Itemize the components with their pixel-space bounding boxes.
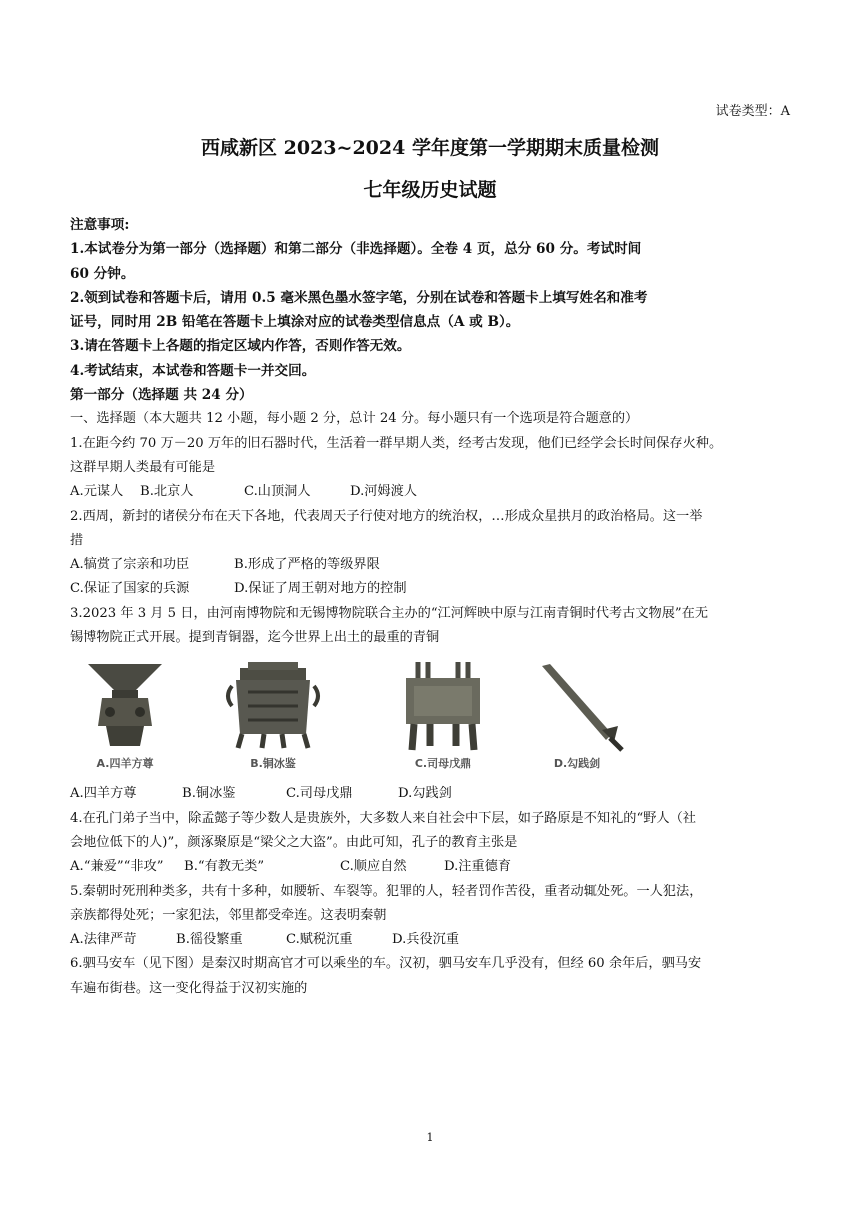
- q6-stem-a: 6.驷马安车（见下图）是秦汉时期高官才可以乘坐的车。汉初，驷马安车几乎没有，但经 60 余年后，驷马安: [70, 956, 702, 972]
- q6-stem-b: 车遍布街巷。这一变化得益于汉初实施的: [70, 980, 308, 996]
- q4-stem-a: 4.在孔门弟子当中，除孟懿子等少数人是贵族外，大多数人来自社会中下层，如子路原是不知礼的“野人（社: [70, 810, 696, 826]
- q4-option-c: C.顺应自然: [340, 859, 407, 875]
- simuwu-ding-image: [388, 656, 498, 756]
- q3-option-a: A.四羊方尊: [70, 786, 137, 802]
- q3-stem-a: 3.2023 年 3 月 5 日，由河南博物院和无锡博物院联合主办的“江河辉映中原与江南青铜时代考古文物展”在无: [70, 605, 709, 621]
- q3-figures: [70, 656, 790, 782]
- four-goat-zun-image: [70, 656, 180, 756]
- q2-option-a: A.犒赏了宗亲和功臣: [70, 557, 190, 573]
- q3-option-c: C.司母戊鼎: [286, 786, 353, 802]
- q4-option-d: D.注重德育: [444, 859, 512, 875]
- note-3: 3.请在答题卡上各题的指定区域内作答，否则作答无效。: [70, 338, 411, 355]
- q3-option-b: B.铜冰鉴: [182, 786, 236, 802]
- q5-option-c: C.赋税沉重: [286, 932, 353, 948]
- q2-options-row1: [70, 553, 790, 577]
- q1-option-a: A.元谋人: [70, 484, 124, 500]
- q4-options: [70, 855, 790, 879]
- part1-instruction: 一、选择题（本大题共 12 小题，每小题 2 分，总计 24 分。每小题只有一个选项是符合题意的）: [70, 411, 639, 427]
- q4-option-a: A.“兼爱”“非攻”: [70, 859, 164, 875]
- figure-bronze-ice-jian: [218, 656, 328, 776]
- exam-subtitle: 七年级历史试题: [363, 179, 497, 201]
- note-1a: 1.本试卷分为第一部分（选择题）和第二部分（非选择题）。全卷 4 页，总分 60 分。考试时间: [70, 241, 642, 258]
- figure-caption-b: B.铜冰鉴: [250, 757, 296, 771]
- q2-option-d: D.保证了周王朝对地方的控制: [234, 581, 407, 597]
- q2-stem-a: 2.西周，新封的诸侯分布在天下各地，代表周天子行使对地方的统治权，…形成众星拱月的政治格局。这一举: [70, 508, 703, 524]
- q5-option-a: A.法律严苛: [70, 932, 137, 948]
- q3-options: [70, 782, 790, 806]
- q5-stem-a: 5.秦朝时死刑种类多，共有十多种，如腰斩、车裂等。犯罪的人，轻者罚作苦役，重者动辄处死。一人犯法，: [70, 883, 703, 899]
- q5-stem-b: 亲族都得处死；一家犯法，邻里都受牵连。这表明秦朝: [70, 907, 387, 923]
- q3-stem-b: 锡博物院正式开展。提到青铜器，迄今世界上出土的最重的青铜: [70, 630, 440, 646]
- notes-heading: 注意事项:: [70, 217, 130, 233]
- goujian-sword-image: [522, 656, 632, 756]
- note-1b: 60 分钟。: [70, 265, 135, 282]
- q5-option-d: D.兵役沉重: [392, 932, 460, 948]
- figure-caption-c: C.司母戊鼎: [414, 757, 472, 771]
- q1-option-c: C.山顶洞人: [244, 484, 311, 500]
- q5-option-b: B.徭役繁重: [176, 932, 243, 948]
- bronze-ice-jian-image: [218, 656, 328, 756]
- figure-caption-d: D.勾践剑: [553, 757, 601, 771]
- paper-type-label: 试卷类型：A: [715, 104, 790, 119]
- q2-option-b: B.形成了严格的等级界限: [234, 557, 380, 573]
- q4-option-b: B.“有教无类”: [184, 859, 265, 875]
- note-2a: 2.领到试卷和答题卡后，请用 0.5 毫米黑色墨水签字笔，分别在试卷和答题卡上填写姓名和准考: [70, 289, 648, 306]
- exam-title: 西咸新区 2023~2024 学年度第一学期期末质量检测: [201, 137, 659, 159]
- exam-body: [70, 213, 790, 1001]
- q4-stem-b: 会地位低下的人)”，颜涿聚原是“梁父之大盗”。由此可知，孔子的教育主张是: [70, 834, 518, 850]
- q3-option-d: D.勾践剑: [398, 786, 452, 802]
- q1-options: [70, 480, 790, 504]
- figure-goujian-sword: [522, 656, 632, 776]
- q1-option-b: B.北京人: [140, 484, 194, 500]
- q2-stem-b: 措: [70, 532, 84, 548]
- q1-option-d: D.河姆渡人: [350, 484, 418, 500]
- note-2b: 证号，同时用 2B 铅笔在答题卡上填涂对应的试卷类型信息点（A 或 B）。: [70, 314, 520, 331]
- q1-stem-b: 这群早期人类最有可能是: [70, 459, 216, 475]
- figure-simuwu-ding: [388, 656, 498, 776]
- q1-stem-a: 1.在距今约 70 万－20 万年的旧石器时代，生活着一群早期人类，经考古发现，他们已经学会长时间保存火种。: [70, 435, 723, 451]
- q2-option-c: C.保证了国家的兵源: [70, 581, 190, 597]
- page-number: 1: [426, 1131, 434, 1144]
- figure-caption-a: A.四羊方尊: [96, 757, 154, 771]
- note-4: 4.考试结束，本试卷和答题卡一并交回。: [70, 362, 316, 379]
- part1-heading: 第一部分（选择题 共 24 分）: [70, 387, 253, 404]
- q5-options: [70, 928, 790, 952]
- figure-four-goat-zun: [70, 656, 180, 776]
- q2-options-row2: [70, 577, 790, 601]
